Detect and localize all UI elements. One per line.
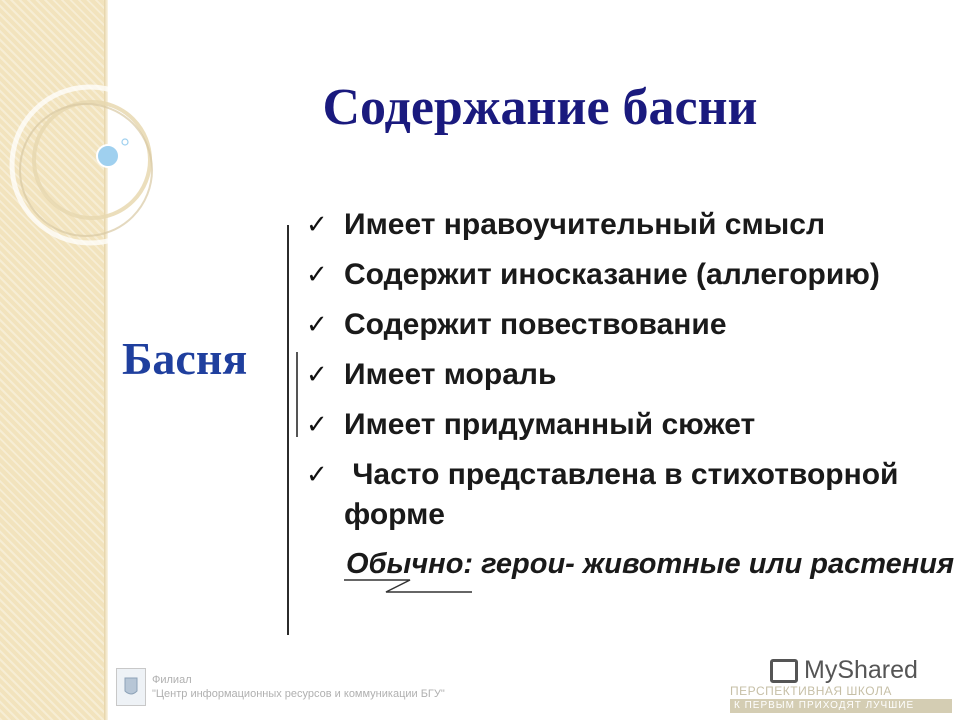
list-item bbox=[306, 455, 946, 535]
list-item bbox=[306, 305, 946, 345]
list-item-text-continued: форме bbox=[344, 498, 445, 531]
list-item bbox=[306, 255, 946, 295]
check-icon: ✓ bbox=[306, 310, 328, 340]
footer-branding bbox=[116, 668, 445, 706]
bracket-line-short bbox=[296, 352, 298, 437]
watermark bbox=[730, 652, 952, 714]
watermark-line-2: К ПЕРВЫМ ПРИХОДЯТ ЛУЧШИЕ bbox=[730, 699, 952, 713]
list-item bbox=[306, 355, 946, 395]
note-label: Обычно: герои- животные или растения bbox=[346, 548, 955, 580]
footer-text bbox=[152, 673, 445, 701]
myshared-brand: MyShared bbox=[804, 656, 918, 684]
myshared-logo-icon bbox=[770, 659, 798, 683]
list-item bbox=[306, 405, 946, 445]
slide-title: Содержание басни bbox=[322, 79, 758, 136]
footer-line-1: Филиал bbox=[152, 674, 192, 686]
check-icon: ✓ bbox=[306, 260, 328, 290]
bracket-line bbox=[287, 225, 289, 635]
list-item-text: Имеет нравоучительный смысл bbox=[344, 208, 826, 241]
check-icon: ✓ bbox=[306, 360, 328, 390]
emblem-icon bbox=[116, 668, 146, 706]
list-item-text: Содержит повествование bbox=[344, 308, 727, 341]
note-text bbox=[346, 548, 954, 581]
list-item-text: Имеет придуманный сюжет bbox=[344, 408, 756, 441]
check-icon: ✓ bbox=[306, 210, 328, 240]
feature-list bbox=[306, 205, 946, 545]
list-item-text: Часто представлена в стихотворной bbox=[344, 458, 899, 491]
myshared-logo bbox=[770, 656, 918, 685]
list-item bbox=[306, 205, 946, 245]
list-item-text: Имеет мораль bbox=[344, 358, 557, 391]
check-icon: ✓ bbox=[306, 460, 328, 490]
footer-line-2: "Центр информационных ресурсов и коммуникации БГУ" bbox=[152, 688, 445, 700]
list-item-text: Содержит иносказание (аллегорию) bbox=[344, 258, 880, 291]
subject-label: Басня bbox=[122, 333, 248, 384]
check-icon: ✓ bbox=[306, 410, 328, 440]
decorative-circles bbox=[0, 0, 200, 260]
watermark-line-1: ПЕРСПЕКТИВНАЯ ШКОЛА bbox=[730, 684, 892, 698]
